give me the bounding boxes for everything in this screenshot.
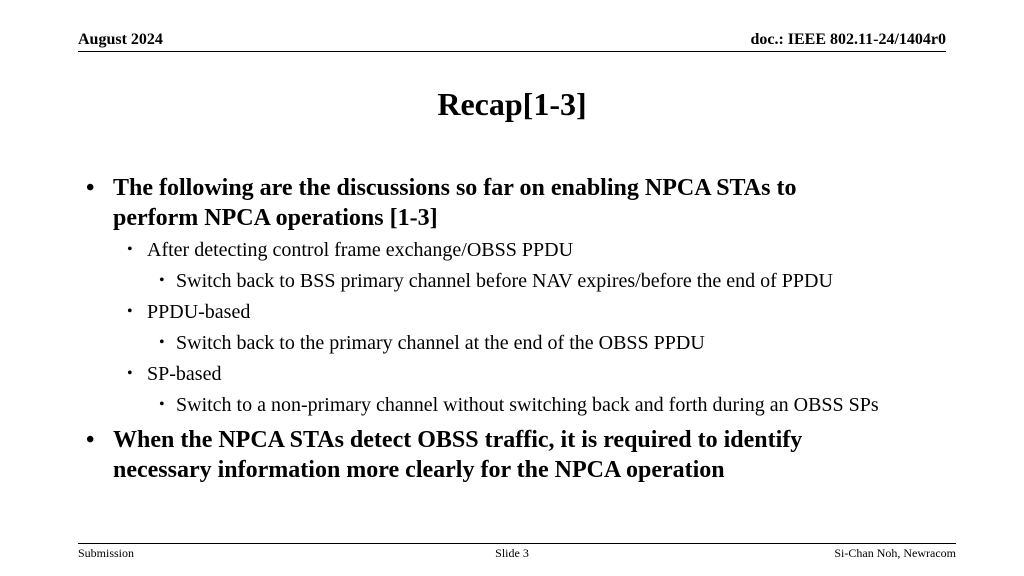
bullet-text: PPDU-based [147,301,251,323]
bullet-marker: • [159,334,165,351]
bullet-level3 [159,393,966,417]
bullet-marker: • [86,427,95,453]
bullet-text: Switch back to the primary channel at the end of the OBSS PPDU [176,332,705,354]
bullet-level3 [159,331,966,355]
bullet-level1 [86,425,873,485]
bullet-marker: • [127,365,133,382]
footer-author: Si-Chan Noh, Newracom [834,546,956,560]
bullet-marker: • [159,396,165,413]
slide-title: Recap[1-3] [437,86,587,122]
header-date: August 2024 [78,31,163,48]
bullet-text: After detecting control frame exchange/OBSS PPDU [147,239,574,261]
bullet-text: Switch back to BSS primary channel before NAV expires/before the end of PPDU [176,270,833,292]
bullet-level2 [127,300,947,324]
bullet-level2 [127,238,947,262]
bullet-marker: • [86,175,95,201]
bullet-level1 [86,173,873,233]
bullet-text: Switch to a non-primary channel without switching back and forth during an OBSS SPs [176,394,879,416]
bullet-marker: • [127,241,133,258]
footer-slide-number: Slide 3 [495,546,529,560]
bullet-marker: • [127,303,133,320]
header-doc-id: doc.: IEEE 802.11-24/1404r0 [750,31,946,48]
bullet-text: SP-based [147,363,222,385]
bullet-text: When the NPCA STAs detect OBSS traffic, it is required to identify necessary information more clearly for the NPCA operation [113,427,803,483]
footer-submission: Submission [78,546,135,560]
bullet-level3 [159,269,966,293]
footer-divider [78,543,956,544]
bullet-level2 [127,362,947,386]
bullet-marker: • [159,272,165,289]
bullet-text: The following are the discussions so far on enabling NPCA STAs to perform NPCA operations [1-3] [113,175,797,231]
